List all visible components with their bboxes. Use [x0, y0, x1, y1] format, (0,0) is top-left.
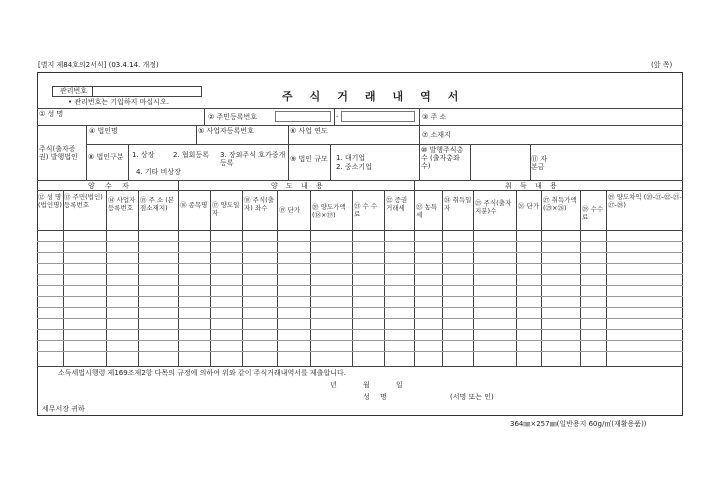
form-id: [별지 제84호의2서식] (03.4.14. 개정) [38, 61, 159, 69]
group-acquisition: 취 득 내 용 [505, 182, 560, 190]
col-gain: ㉙ 양도차익 (⑳-㉑-㉒-㉓-㉗-㉘) [608, 193, 682, 209]
col-rrn: ⑬ 주민(법인) 등록번호 [64, 193, 103, 209]
rrn-dash: - [336, 113, 339, 121]
address-label: ③ 주 소 [422, 113, 447, 121]
divider [204, 108, 205, 125]
rrn-label: ② 주민등록번호 [208, 113, 258, 121]
corp-size-label: ⑨ 법인 규모 [290, 155, 328, 163]
table-row[interactable] [37, 340, 683, 341]
corp-name-label: ④ 법인명 [89, 127, 118, 135]
table-row[interactable] [37, 274, 683, 275]
date-line: 년 월 일 [330, 381, 403, 389]
col-acq-amount: ㉗ 취득가액 (㉕×㉖) [543, 196, 577, 212]
table-row[interactable] [37, 263, 683, 264]
col-acq-shares: ㉕ 주식(출자지분)수 [475, 199, 512, 215]
col-fee: ㉑ 수 수 료 [354, 202, 378, 218]
col-unit-price: ⑲ 단가 [279, 206, 301, 214]
total-shares-label: ⑩ 발행주식총수 (출자총좌수) [421, 146, 464, 170]
group-transfer: 양 도 내 용 [271, 182, 326, 190]
col-farm-tax: ㉓ 농특세 [416, 203, 438, 219]
group-transferee: 양 수 자 [88, 182, 133, 190]
table-row[interactable] [37, 307, 683, 308]
form-frame [37, 72, 683, 416]
divider [334, 108, 335, 125]
divider [470, 144, 471, 180]
divider [37, 366, 683, 367]
divider [414, 180, 415, 366]
divider [288, 125, 289, 180]
col-acq-fee: ㉘ 수수료 [582, 205, 604, 221]
corp-size-option-2: 2. 중소기업 [336, 163, 372, 171]
page-side: (앞 쪽) [651, 61, 673, 69]
divider [37, 108, 683, 109]
signature-placeholder: (서명 또는 인) [450, 393, 494, 401]
corp-type-option-1: 1. 상장 [132, 151, 155, 159]
divider [86, 144, 683, 145]
col-name: ⑫ 성 명 (법인명) [38, 193, 62, 209]
recipient: 세무서장 귀하 [42, 405, 85, 413]
col-transfer-date: ⑰ 양도일자 [212, 201, 240, 217]
divider [196, 125, 197, 144]
divider [419, 108, 420, 125]
table-row[interactable] [37, 329, 683, 330]
corp-type-option-3: 3. 장외주식 호가중개등록 [220, 151, 286, 167]
divider [419, 125, 420, 180]
fiscal-year-label: ⑥ 사업 연도 [290, 127, 328, 135]
col-stock-name: ⑯ 종목명 [180, 201, 208, 209]
rrn-field-2[interactable] [341, 111, 415, 122]
divider [92, 86, 93, 97]
table-row[interactable] [37, 252, 683, 253]
page-title: 주식거래내역서 [282, 90, 476, 103]
corp-type-option-2: 2. 협회등록 [173, 151, 209, 159]
col-securities-tax: ㉒ 증권거래세 [386, 196, 408, 212]
col-address: ⑮ 주 소 (본점소재지) [140, 196, 175, 212]
col-shares: ⑱ 주식(출자) 좌수 [244, 196, 274, 212]
col-bizno: ⑭ 사업자 등록번호 [108, 196, 136, 212]
divider [330, 144, 331, 180]
divider [37, 190, 683, 191]
table-row[interactable] [37, 318, 683, 319]
mgmt-note: • 관리번호는 기입하지 마십시오. [68, 98, 169, 106]
location-label: ⑦ 소재지 [422, 131, 451, 139]
capital-label: ⑪ 자본금 [531, 155, 547, 171]
paper-spec: 364㎜×257㎜(일반용지 60g/㎡(재활용품)) [510, 420, 647, 428]
corp-type-label: ⑧ 법인구분 [88, 153, 124, 161]
signer-label: 성 명 [363, 393, 387, 401]
rrn-field[interactable] [275, 111, 331, 122]
divider [37, 230, 683, 231]
corp-size-option-1: 1. 대기업 [336, 154, 366, 162]
divider [86, 125, 87, 180]
table-row[interactable] [37, 285, 683, 286]
bizno-label: ⑤ 사업자등록번호 [198, 127, 254, 135]
divider [178, 180, 179, 366]
corp-type-option-4: 4. 기타 비상장 [136, 168, 181, 176]
name-label: ① 성 명 [39, 110, 64, 118]
col-acq-date: ㉔ 취득일자 [444, 196, 472, 212]
table-row[interactable] [37, 241, 683, 242]
table-row[interactable] [37, 296, 683, 297]
issuer-label: 주식(출자증권) 발행법인 [39, 145, 78, 161]
divider [37, 180, 683, 181]
col-transfer-amount: ⑳ 양도가액 (⑱×⑲) [312, 203, 346, 219]
divider [37, 125, 683, 126]
mgmt-label: 관리번호 [60, 87, 88, 95]
table-row[interactable] [37, 351, 683, 352]
divider [128, 144, 129, 180]
statement: 소득세법시행령 제169조제2항 다목의 규정에 의하여 위와 같이 주식거래내역서를 제출합니다. [58, 369, 347, 377]
col-acq-unit-price: ㉖ 단가 [518, 202, 540, 210]
